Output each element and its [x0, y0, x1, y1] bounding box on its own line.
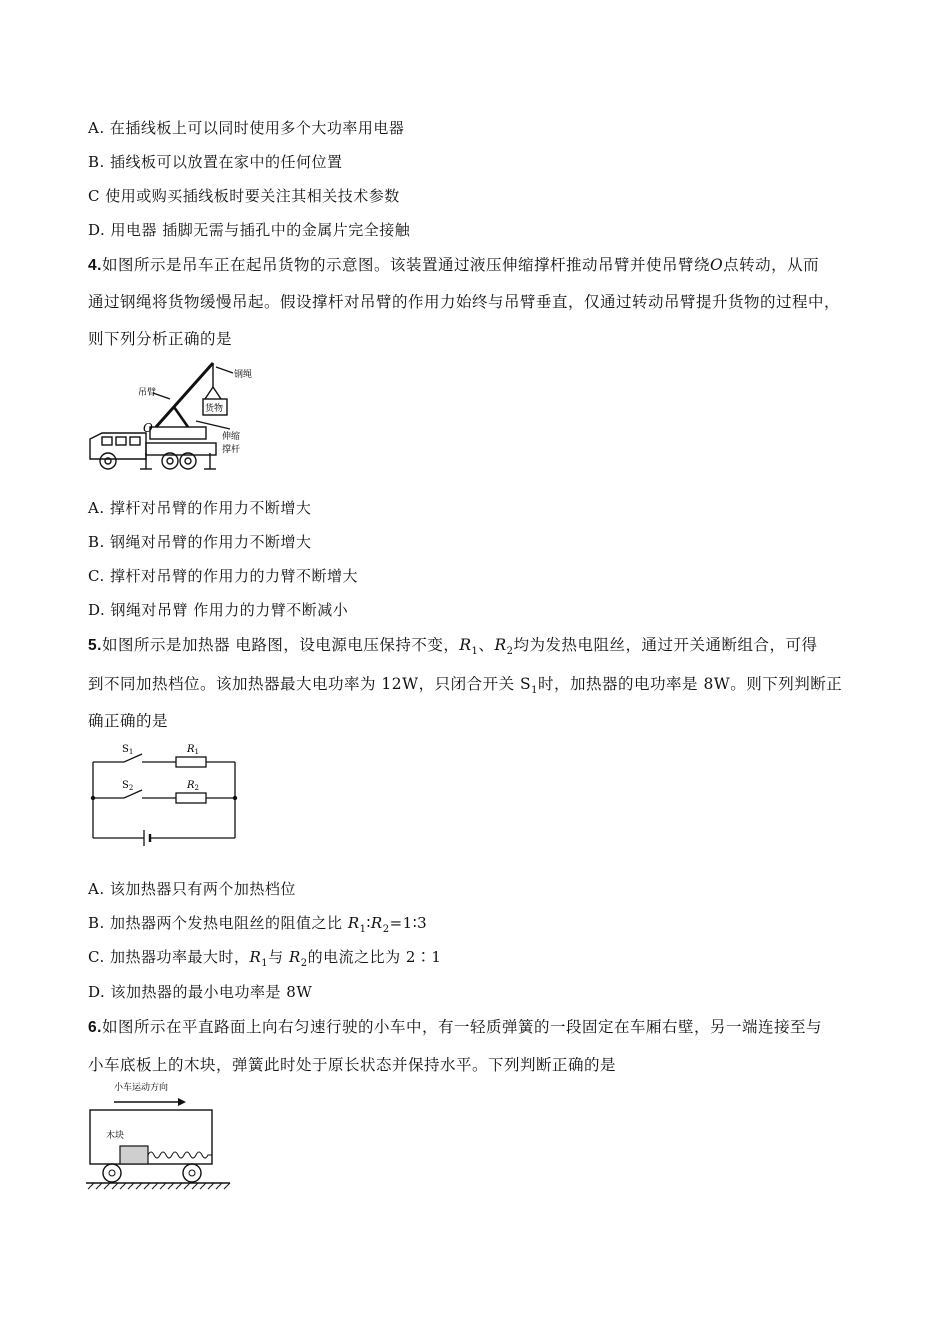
- q4-option-a: A. 撑杆对吊臂的作用力不断增大: [88, 499, 312, 517]
- q5-option-c: [88, 946, 441, 969]
- crane-base: [150, 427, 206, 439]
- q3-option-b: B. 插线板可以放置在家中的任何位置: [88, 153, 343, 171]
- q5-line1-b: 均为发热电阻丝，通过开关通断组合，可得: [513, 636, 818, 654]
- q5-r2-symbol: R: [494, 636, 507, 654]
- q5-c-r1-sub: 1: [261, 958, 269, 969]
- q4-stem-line2: 通过钢绳将货物缓慢吊起。假设撑杆对吊臂的作用力始终与吊臂垂直，仅通过转动吊臂提升货物的过程中，: [88, 293, 841, 311]
- q5-line2-b: 时，加热器的电功率是 8W。则下列判断正: [538, 675, 843, 693]
- q5-r1-symbol: R: [459, 636, 472, 654]
- q4-number: 4.: [88, 257, 102, 274]
- q5-b-r1: R: [347, 914, 360, 932]
- q5-option-a: A. 该加热器只有两个加热档位: [88, 880, 296, 898]
- cart-figure: [86, 1080, 236, 1195]
- junction-right: [233, 796, 237, 800]
- q4-stem-line3: 则下列分析正确的是: [88, 330, 233, 348]
- q5-option-d: D. 该加热器的最小电功率是 8W: [88, 983, 313, 1001]
- q5-b-text-b: =1∶3: [389, 914, 428, 932]
- crane-label-o: O: [143, 421, 153, 435]
- q5-option-b: [88, 912, 427, 935]
- resistor-r2: [176, 793, 206, 803]
- q5-stem-line2: [88, 672, 842, 696]
- q5-c-r2: R: [288, 948, 301, 966]
- q4-stem-line1: [88, 253, 819, 275]
- q4-line1-a: 如图所示是吊车正在起吊货物的示意图。该装置通过液压伸缩撑杆推动吊臂并使吊臂绕: [101, 256, 710, 274]
- q5-s1-sub: 1: [531, 685, 539, 697]
- crane-figure: [88, 357, 263, 472]
- q5-b-colon: ∶: [366, 914, 371, 932]
- q5-s1-symbol: S: [520, 675, 532, 693]
- crane-label-arm: 吊臂: [138, 388, 157, 398]
- q5-number: 5.: [88, 637, 102, 654]
- q5-r1-sub: 1: [471, 646, 479, 658]
- circuit-label-s1: $S_1$: [122, 744, 134, 756]
- q4-option-d: D. 钢绳对吊臂 作用力的力臂不断减小: [88, 601, 349, 619]
- q5-b-r2-sub: 2: [382, 924, 390, 935]
- cart-block-label: 木块: [106, 1131, 125, 1141]
- cart-direction-label: 小车运动方向: [114, 1083, 169, 1093]
- truck-chassis: [146, 443, 216, 455]
- wheel-1: [100, 453, 116, 469]
- q6-stem-line2: 小车底板上的木块，弹簧此时处于原长状态并保持水平。下列判断正确的是: [88, 1056, 617, 1074]
- q4-option-b: B. 钢绳对吊臂的作用力不断增大: [88, 533, 312, 551]
- q5-c-mid: 与: [268, 948, 289, 966]
- q5-c-text-b: 的电流之比为 2∶1: [307, 948, 442, 966]
- cart-wheel-left: [103, 1164, 121, 1182]
- q5-stem-line1: [88, 633, 818, 657]
- spring: [148, 1152, 212, 1158]
- q5-r2-sub: 2: [506, 646, 514, 658]
- q5-line2-a: 到不同加热档位。该加热器最大电功率为 12W，只闭合开关: [88, 675, 521, 693]
- q5-line1-a: 如图所示是加热器 电路图，设电源电压保持不变，: [101, 636, 460, 654]
- q5-sep: 、: [478, 636, 495, 654]
- q4-point-o: O: [709, 256, 724, 274]
- circuit-label-r1: $R_1$: [187, 744, 199, 756]
- q4-line1-b: 点转动，从而: [723, 256, 820, 274]
- crane-label-rope: 钢绳: [234, 370, 253, 380]
- crane-label-cargo: 货物: [205, 404, 224, 414]
- q6-stem-line1: [88, 1015, 822, 1037]
- cart-wheel-right: [183, 1164, 201, 1182]
- crane-strut: [174, 407, 188, 427]
- cab-window-3: [130, 437, 140, 445]
- resistor-r1: [176, 757, 206, 767]
- crane-label-strut-2: 撑杆: [222, 445, 241, 455]
- q6-line1: 如图所示在平直路面上向右匀速行驶的小车中，有一轻质弹簧的一段固定在车厢右壁，另一端连接至与: [101, 1018, 822, 1036]
- q5-stem-line3: 确正确的是: [88, 712, 169, 730]
- circuit-label-r2: $R_2$: [187, 780, 199, 792]
- junction-left: [91, 796, 95, 800]
- ground-hatching: [88, 1183, 230, 1189]
- q5-c-r2-sub: 2: [300, 958, 308, 969]
- q6-number: 6.: [88, 1019, 102, 1036]
- cab-window-1: [102, 437, 112, 445]
- circuit-figure: [88, 740, 243, 845]
- q5-c-r1: R: [249, 948, 262, 966]
- wooden-block: [120, 1146, 148, 1164]
- q3-option-a: A. 在插线板上可以同时使用多个大功率用电器: [88, 119, 405, 137]
- q5-b-r2: R: [370, 914, 383, 932]
- q5-c-text-a: C. 加热器功率最大时，: [88, 948, 250, 966]
- cab-window-2: [116, 437, 126, 445]
- q3-option-d: D. 用电器 插脚无需与插孔中的金属片完全接触: [88, 221, 411, 239]
- q5-b-text-a: B. 加热器两个发热电阻丝的阻值之比: [88, 914, 348, 932]
- crane-label-strut-1: 伸缩: [222, 432, 241, 442]
- crane-arm: [156, 363, 213, 427]
- q5-b-r1-sub: 1: [359, 924, 367, 935]
- q3-option-c: C 使用或购买插线板时要关注其相关技术参数: [88, 187, 400, 205]
- q4-option-c: C. 撑杆对吊臂的作用力的力臂不断增大: [88, 567, 358, 585]
- circuit-label-s2: $S_2$: [122, 780, 134, 792]
